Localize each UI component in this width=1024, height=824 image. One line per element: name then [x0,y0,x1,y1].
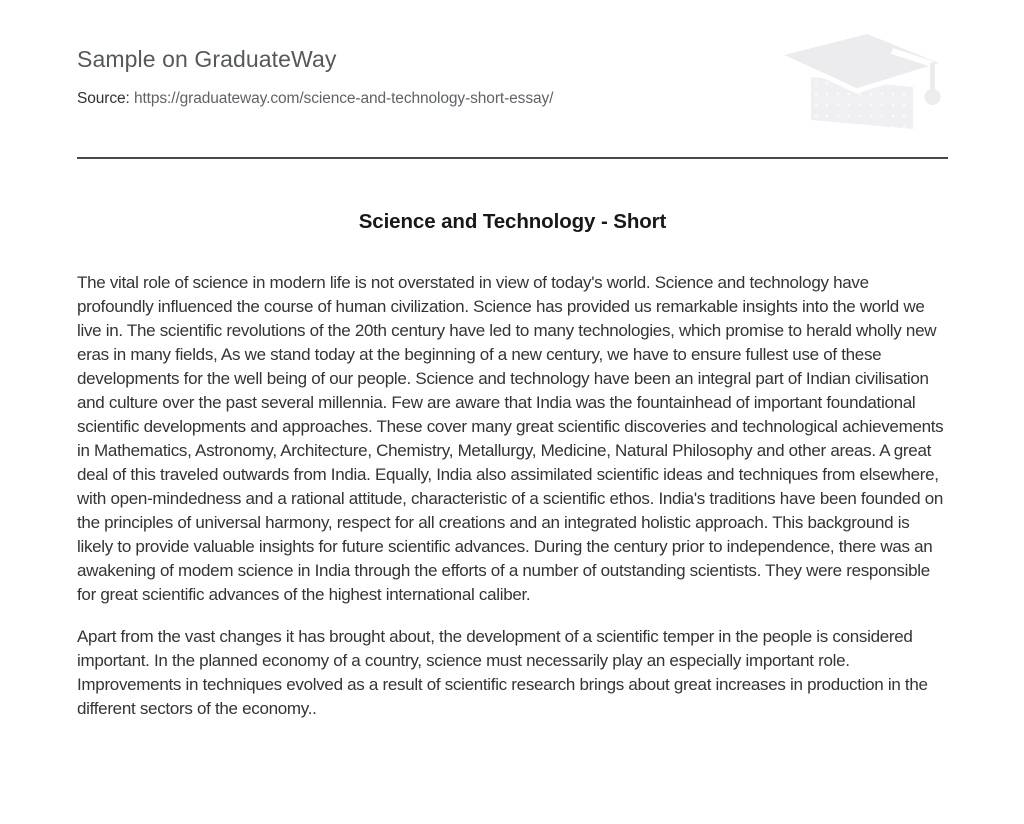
essay-paragraph: Apart from the vast changes it has brought about, the development of a scientific temper in the people is considered important. In the planned economy of a country, science must necessarily play an especially important role. Improvements in techniques evolved as a result of scientific research brings about great increases in production in the different sectors of the economy.. [77,626,928,718]
source-line [77,88,948,109]
source-label: Source: [77,90,130,107]
page-title: Sample on GraduateWay [77,46,337,72]
essay-paragraph: The vital role of science in modern life is not overstated in view of today's world. Science and technology have profoundly influenced the course of human civilization. Science has provided us remarkable insights into the world we live in. The scientific revolutions of the 20th century have led to many technologies, which promise to herald wholly new eras in many fields, As we stand today at the beginning of a new century, we have to ensure fullest use of these developments for the well being of our people. Science and technology have been an integral part of Indian civilisation and culture over the past several millennia. Few are aware that India was the fountainhead of important foundational scientific developments and approaches. These cover many great scientific discoveries and technological achievements in Mathematics, Astronomy, Architecture, Chemistry, Metallurgy, Medicine, Natural Philosophy and other areas. A great deal of this traveled outwards from India. Equally, India also assimilated scientific ideas and techniques from elsewhere, with open-mindedness and a rational attitude, characteristic of a scientific ethos. India's traditions have been founded on the principles of universal harmony, respect for all creations and an integrated holistic approach. This background is likely to provide valuable insights for future scientific advances. During the century prior to independence, there was an awakening of modem science in India through the efforts of a number of outstanding scientists. They were responsible for great scientific advances of the highest international caliber. [77,272,944,604]
essay-body [77,271,948,721]
divider [77,157,948,159]
source-url-link[interactable]: https://graduateway.com/science-and-technology-short-essay/ [133,90,554,107]
essay-title: Science and Technology - Short [358,209,667,233]
page-header [77,0,948,109]
